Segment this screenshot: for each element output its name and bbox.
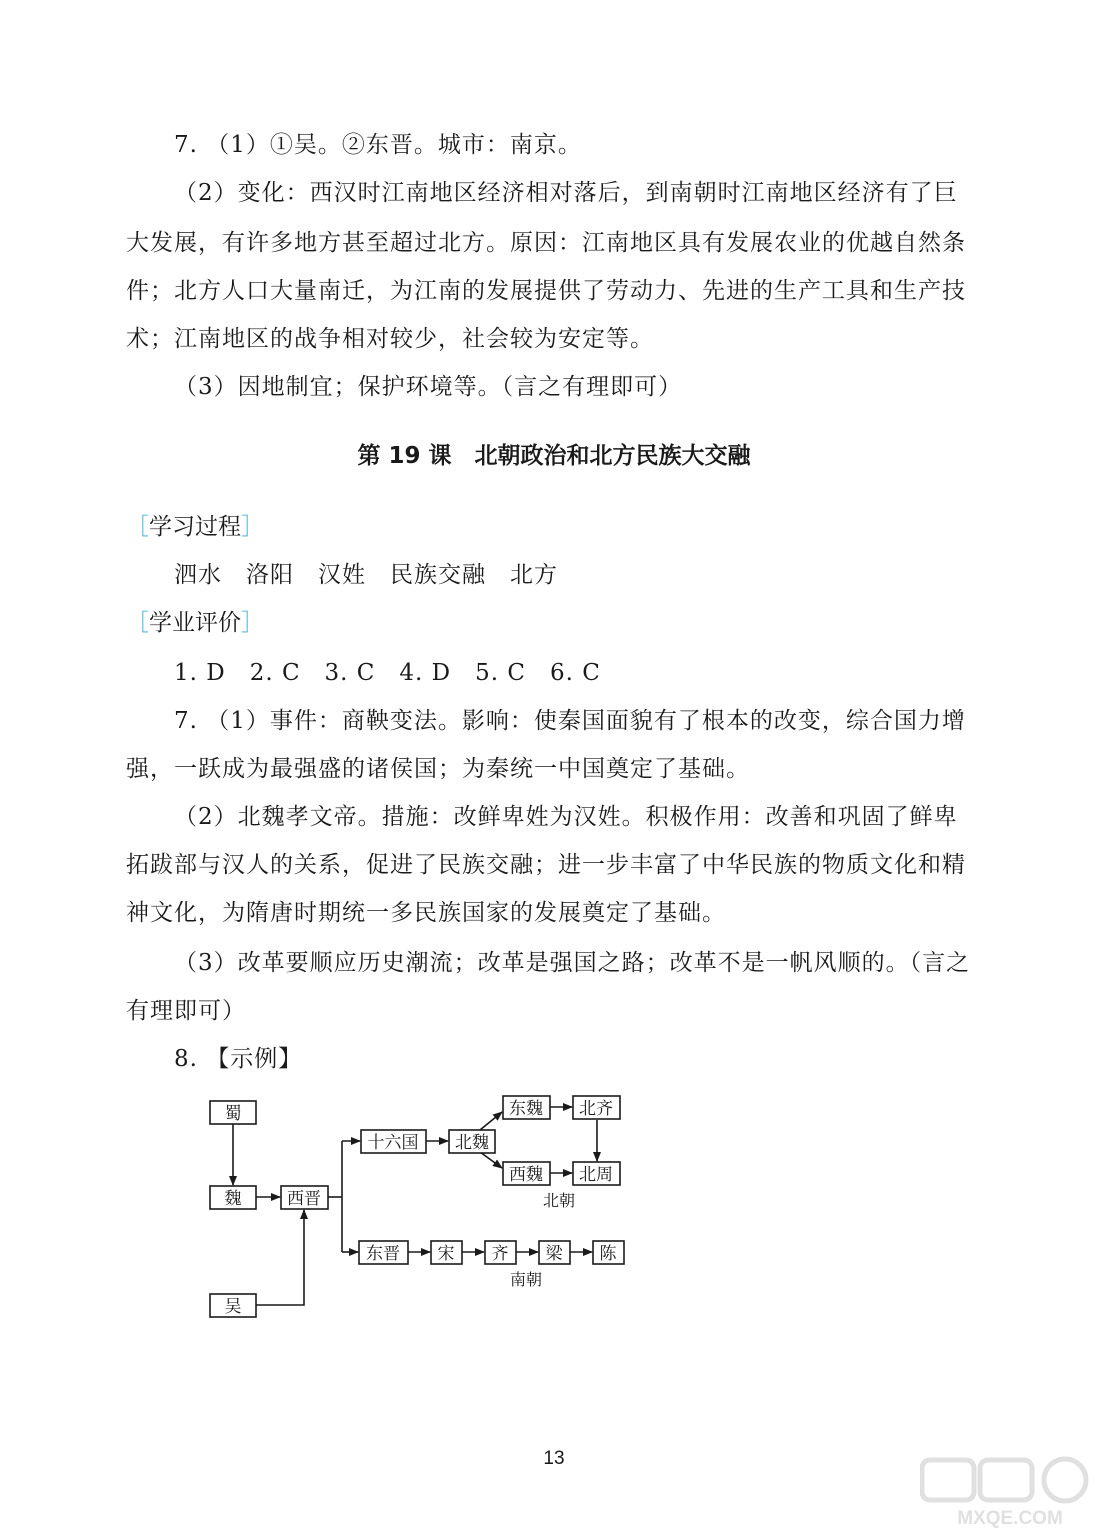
node-shu	[210, 1101, 256, 1124]
node-shiliuguo	[361, 1130, 426, 1153]
node-beiwei	[449, 1130, 495, 1153]
arrow-wu-xijin	[256, 1210, 304, 1305]
answer-line: 术；江南地区的战争相对较少，社会较为安定等。	[126, 326, 654, 352]
svg-text:东晋: 东晋	[366, 1244, 400, 1264]
svg-text:齐: 齐	[491, 1244, 509, 1264]
svg-text:北魏: 北魏	[455, 1133, 489, 1153]
node-liang	[539, 1241, 570, 1264]
node-song	[431, 1241, 462, 1264]
watermark-logo	[920, 1456, 1100, 1530]
answer-line: 神文化，为隋唐时期统一多民族国家的发展奠定了基础。	[126, 900, 726, 926]
svg-text:魏: 魏	[224, 1189, 242, 1209]
section-label: 学习过程	[149, 514, 241, 540]
section-label: 学业评价	[149, 610, 241, 636]
node-dongwei	[503, 1096, 550, 1119]
answer-line: （2）变化：西汉时江南地区经济相对落后，到南朝时江南地区经济有了巨	[174, 180, 958, 206]
arrow-beiwei-xiwei	[480, 1152, 502, 1168]
node-chen	[593, 1241, 624, 1264]
arrow-beiwei-dongwei	[480, 1112, 502, 1130]
svg-text:北齐: 北齐	[579, 1099, 613, 1119]
node-beiqi	[573, 1096, 620, 1119]
node-dongjin	[359, 1241, 408, 1264]
answer-line: 1. D 2. C 3. C 4. D 5. C 6. C	[174, 660, 601, 686]
node-xijin	[281, 1186, 328, 1209]
answer-line: 强，一跃成为最强盛的诸侯国；为秦统一中国奠定了基础。	[126, 756, 750, 782]
svg-text:陈: 陈	[599, 1244, 617, 1264]
answer-line: 7. （1）①吴。②东晋。城市：南京。	[174, 132, 582, 158]
svg-text:宋: 宋	[437, 1244, 455, 1264]
node-xiwei	[503, 1162, 550, 1185]
answer-line: （3）改革要顺应历史潮流；改革是强国之路；改革不是一帆风顺的。（言之	[174, 950, 971, 976]
node-beizhou	[573, 1162, 620, 1185]
label-beichao: 北朝	[542, 1191, 576, 1210]
answer-line: 7. （1）事件：商鞅变法。影响：使秦国面貌有了根本的改变，综合国力增	[174, 708, 966, 734]
svg-text:吴: 吴	[224, 1297, 242, 1317]
answer-line: 拓跋部与汉人的关系，促进了民族交融；进一步丰富了中华民族的物质文化和精	[126, 852, 966, 878]
lesson-title: 第 19 课 北朝政治和北方民族大交融	[357, 443, 751, 469]
svg-text:北周: 北周	[579, 1165, 613, 1185]
svg-text:西晋: 西晋	[287, 1189, 321, 1209]
bracket-open: ［	[126, 610, 149, 636]
watermark-text: MXQE.COM	[957, 1508, 1063, 1529]
svg-text:西魏: 西魏	[509, 1165, 543, 1185]
svg-text:梁: 梁	[545, 1244, 563, 1264]
svg-text:十六国: 十六国	[367, 1133, 419, 1153]
answer-line: （3）因地制宜；保护环境等。（言之有理即可）	[174, 374, 683, 400]
svg-text:蜀: 蜀	[224, 1104, 242, 1124]
bracket-open: ［	[126, 514, 149, 540]
node-wei	[210, 1186, 256, 1209]
answer-line: 大发展，有许多地方甚至超过北方。原因：江南地区具有发展农业的优越自然条	[126, 230, 966, 256]
label-nanchao: 南朝	[509, 1270, 543, 1289]
process-answers: 泗水 洛阳 汉姓 民族交融 北方	[174, 562, 558, 588]
answer-line: 件；北方人口大量南迁，为江南的发展提供了劳动力、先进的生产工具和生产技	[126, 278, 966, 304]
bracket-close: ］	[241, 610, 264, 636]
answer-line: 有理即可）	[126, 998, 246, 1024]
node-qi	[485, 1241, 516, 1264]
answer-line: （2）北魏孝文帝。措施：改鲜卑姓为汉姓。积极作用：改善和巩固了鲜卑	[174, 804, 958, 830]
page-number: 13	[543, 1448, 565, 1469]
bracket-close: ］	[241, 514, 264, 540]
node-wu	[210, 1294, 256, 1317]
answer-line: 8. 【示例】	[174, 1046, 303, 1072]
svg-text:东魏: 东魏	[509, 1099, 543, 1119]
